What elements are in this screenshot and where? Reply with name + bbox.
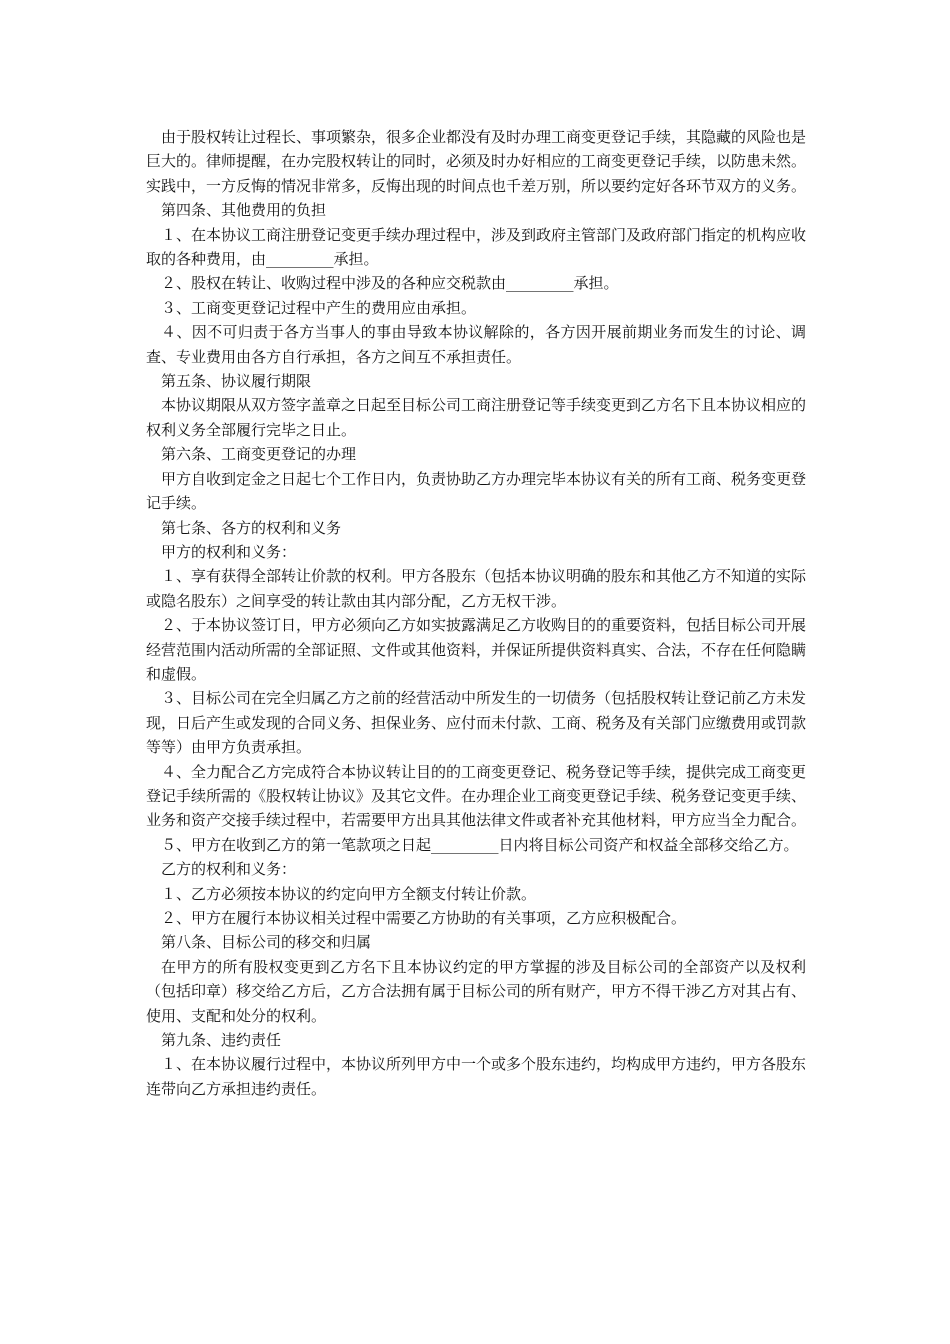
party-a-clause-5: ５、甲方在收到乙方的第一笔款项之日起_________日内将目标公司资产和权益全部移交给乙方。 [161, 835, 799, 854]
article-4-clause-4: ４、因不可归责于各方当事人的事由导致本协议解除的，各方因开展前期业务而发生的讨论、调查、专业费用由各方自行承担，各方之间互不承担责任。 [146, 323, 806, 366]
party-a-clause-2: ２、于本协议签订日，甲方必须向乙方如实披露满足乙方收购目的的重要资料，包括目标公司开展经营范围内活动所需的全部证照、文件或其他资料，并保证所提供资料真实、合法，不存在任何隐瞒和虚假。 [146, 616, 807, 683]
party-a-clause-1: １、享有获得全部转让价款的权利。甲方各股东（包括本协议明确的股东和其他乙方不知道的实际或隐名股东）之间享受的转让款由其内部分配，乙方无权干涉。 [146, 567, 807, 610]
article-5-body: 本协议期限从双方签字盖章之日起至目标公司工商注册登记等手续变更到乙方名下且本协议相应的权利义务全部履行完毕之日止。 [146, 396, 807, 439]
party-a-clause-3: ３、目标公司在完全归属乙方之前的经营活动中所发生的一切债务（包括股权转让登记前乙方未发现，日后产生或发现的合同义务、担保业务、应付而未付款、工商、税务及有关部门应缴费用或罚款等等）由甲方负责承担。 [146, 689, 807, 757]
article-4-clause-1: １、在本协议工商注册登记变更手续办理过程中，涉及到政府主管部门及政府部门指定的机构应收取的各种费用，由_________承担。 [146, 225, 807, 269]
article-4-clause-3: ３、工商变更登记过程中产生的费用应由承担。 [161, 298, 477, 317]
article-6-heading: 第六条、工商变更登记的办理 [161, 445, 357, 464]
article-6-body: 甲方自收到定金之日起七个工作日内，负责协助乙方办理完毕本协议有关的所有工商、税务变更登记手续。 [146, 469, 807, 513]
party-b-clause-1: １、乙方必须按本协议的约定向甲方全额支付转让价款。 [161, 884, 537, 903]
article-9-heading: 第九条、违约责任 [161, 1031, 282, 1050]
article-5-heading: 第五条、协议履行期限 [161, 372, 312, 391]
party-b-clause-2: ２、甲方在履行本协议相关过程中需要乙方协助的有关事项，乙方应积极配合。 [161, 909, 687, 927]
party-b-rights-heading: 乙方的权利和义务： [161, 860, 297, 879]
article-9-clause-1: １、在本协议履行过程中，本协议所列甲方中一个或多个股东违约，均构成甲方违约，甲方各股东连带向乙方承担违约责任。 [146, 1055, 807, 1098]
party-a-clause-4: ４、全力配合乙方完成符合本协议转让目的的工商变更登记、税务登记等手续，提供完成工商变更登记手续所需的《股权转让协议》及其它文件。在办理企业工商变更登记手续、税务登记变更手续、业务和资产交接手续过程中，若需要甲方出具其他法律文件或者补充其他材料，甲方应当全力配合。 [146, 762, 807, 830]
intro-paragraph: 由于股权转让过程长、事项繁杂，很多企业都没有及时办理工商变更登记手续，其隐藏的风险也是巨大的。律师提醒，在办完股权转让的同时，必须及时办好相应的工商变更登记手续，以防患未然。实践中，一方反悔的情况非常多，反悔出现的时间点也千差万别，所以要约定好各环节双方的义务。 [146, 128, 807, 195]
article-4-clause-2: ２、股权在转让、收购过程中涉及的各种应交税款由_________承担。 [161, 274, 619, 293]
document-body [146, 125, 806, 1101]
article-7-heading: 第七条、各方的权利和义务 [161, 518, 342, 537]
article-4-heading: 第四条、其他费用的负担 [161, 201, 327, 220]
article-8-body: 在甲方的所有股权变更到乙方名下且本协议约定的甲方掌握的涉及目标公司的全部资产以及权利（包括印章）移交给乙方后，乙方合法拥有属于目标公司的所有财产，甲方不得干涉乙方对其占有、使用、支配和处分的权利。 [146, 957, 807, 1025]
article-8-heading: 第八条、目标公司的移交和归属 [161, 933, 372, 952]
party-a-rights-heading: 甲方的权利和义务： [161, 542, 297, 561]
